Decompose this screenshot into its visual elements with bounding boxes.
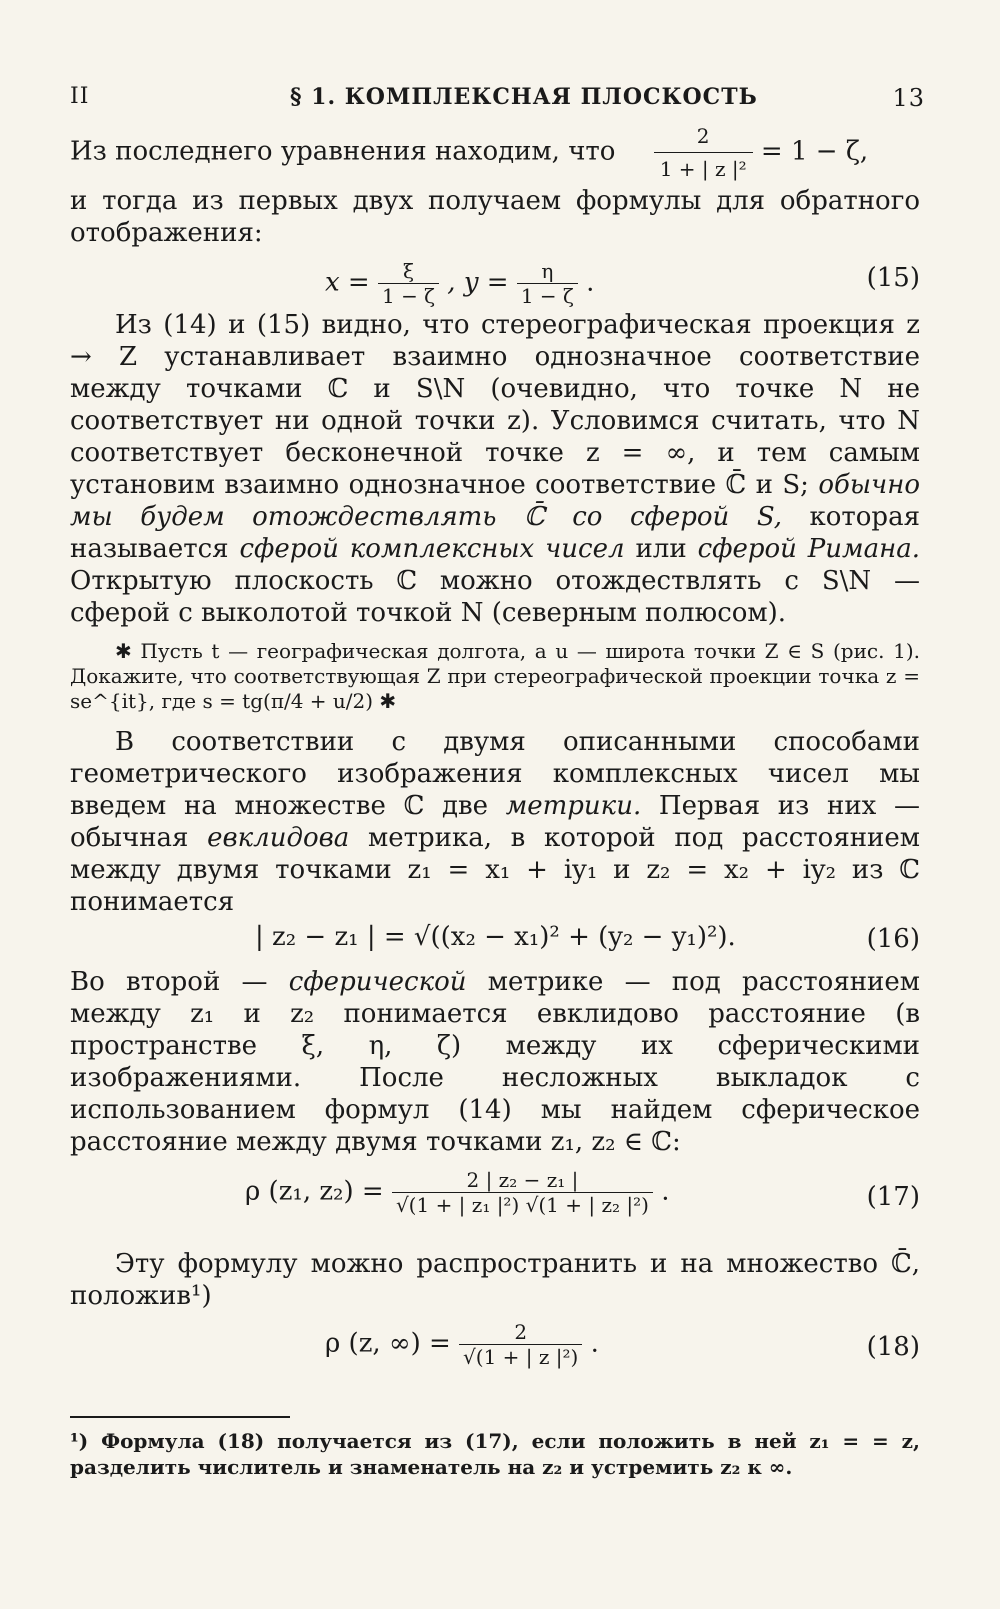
equation-15 <box>70 249 920 309</box>
eq18-fraction <box>459 1320 582 1369</box>
p4-italic: метрики. <box>505 791 642 821</box>
exercise: ✱ Пусть t — географическая долгота, а u — широта точки Z ∈ S (рис. 1). Докажите, что соответствующая Z при стереографической проекции точка z = se^{it}, где s = tg(π/4 + u/2) ✱ <box>70 639 920 713</box>
p4-b: Первая из них — обычная <box>70 791 920 853</box>
equation-16-body: | z₂ − z₁ | = √((x₂ − x₁)² + (y₂ − y₁)²). <box>255 922 736 952</box>
eq15-y-lhs: , y = <box>447 267 509 298</box>
equation-17 <box>70 1158 920 1238</box>
p3-text: Из (14) и (15) видно, что стереографическая проекция z → Z устанавливает взаимно однозначное соответствие между точками ℂ и S\N (очевидно, что точке N не соответствует ни одной точки z). Условимся считать, что N соответствует бесконечной точке z = ∞, и тем самым установим взаимно однозначное соответствие ℂ̄ и S; <box>70 310 920 500</box>
equation-18-number: (18) <box>866 1332 920 1362</box>
p3-b: или <box>624 534 698 564</box>
equation-16 <box>70 918 920 966</box>
header-title: § 1. КОМПЛЕКСНАЯ ПЛОСКОСТЬ <box>290 84 758 110</box>
paragraph-3 <box>70 309 920 629</box>
eq18-num: 2 <box>459 1320 582 1345</box>
p5-a: Во второй — <box>70 967 289 997</box>
book-page <box>70 70 925 1480</box>
footnote: ¹) Формула (18) получается из (17), если положить в ней z₁ = = z, разделить числитель и знаменатель на z₂ и устремить z₂ к ∞. <box>70 1429 920 1479</box>
p4-c: метрика, в которой под расстоянием между двумя точками z₁ = x₁ + iy₁ и z₂ = x₂ + iy₂ из ℂ понимается <box>70 823 920 917</box>
eq15-y-fraction <box>517 259 578 308</box>
p3-c: Открытую плоскость ℂ можно отождествлять с S\N — сферой с выколотой точкой N (северным полюсом). <box>70 566 920 628</box>
eq18-den: √(1 + | z |²) <box>463 1345 579 1369</box>
p3-italic: обычно мы будем отождествлять ℂ̄ со сферой S, <box>70 470 920 532</box>
equation-15-number: (15) <box>866 263 920 293</box>
eq17-den: √(1 + | z₁ |²) √(1 + | z₂ |²) <box>395 1193 649 1217</box>
eq15-tail: . <box>586 267 595 298</box>
inline-fraction <box>654 120 753 185</box>
eq17-lhs: ρ (z₁, z₂) = <box>245 1176 384 1207</box>
fraction-denominator: 1 + | z |² <box>659 157 747 181</box>
p3-italic-3: сферой Римана. <box>697 534 920 564</box>
paragraph-6: Эту формулу можно распространить и на множество ℂ̄, положив¹) <box>70 1249 920 1311</box>
eq17-tail: . <box>661 1176 670 1207</box>
p1-rhs: = 1 − ζ, <box>760 136 869 167</box>
equation-16-number: (16) <box>866 924 920 954</box>
p3-italic-2: сферой комплексных чисел <box>239 534 625 564</box>
eq15-y-den: 1 − ζ <box>520 284 574 308</box>
fraction-numerator: 2 <box>654 120 753 153</box>
p4-italic-2: евклидова <box>207 823 350 853</box>
equation-18-body <box>325 1320 599 1369</box>
eq15-x-num: ξ <box>378 259 439 284</box>
equation-17-number: (17) <box>866 1182 920 1212</box>
equation-17-body <box>245 1168 669 1217</box>
p5-italic: сферической <box>288 967 467 997</box>
running-header <box>70 70 925 112</box>
eq15-y-num: η <box>517 259 578 284</box>
eq17-fraction <box>392 1168 653 1217</box>
eq15-x-lhs: x = <box>325 267 370 298</box>
eq17-num: 2 | z₂ − z₁ | <box>392 1168 653 1193</box>
paragraph-5 <box>70 966 920 1158</box>
p5-b: метрике — под расстоянием между z₁ и z₂ понимается евклидово расстояние (в пространстве ξ, η, ζ) между их сферическими изображениями. После несложных выкладок с использованием формул (14) мы найдем сферическое расстояние между двумя точками z₁, z₂ ∈ ℂ: <box>70 967 920 1157</box>
p1-text: Из последнего уравнения находим, что <box>70 136 616 167</box>
eq15-x-fraction <box>378 259 439 308</box>
eq15-x-den: 1 − ζ <box>381 284 436 308</box>
paragraph-1 <box>70 120 920 185</box>
p3-a: которая называется <box>70 502 920 564</box>
equation-18 <box>70 1312 920 1386</box>
p4-a: В соответствии с двумя описанными способами геометрического изображения комплексных чисел мы введем на множестве ℂ две <box>70 727 920 821</box>
page-number: 13 <box>892 84 925 112</box>
eq18-tail: . <box>590 1328 599 1359</box>
footnote-rule <box>70 1416 290 1418</box>
eq18-lhs: ρ (z, ∞) = <box>325 1328 451 1359</box>
paragraph-2: и тогда из первых двух получаем формулы для обратного отображения: <box>70 186 920 248</box>
header-left: II <box>70 84 90 109</box>
paragraph-4 <box>70 726 920 918</box>
equation-15-body <box>325 259 594 308</box>
